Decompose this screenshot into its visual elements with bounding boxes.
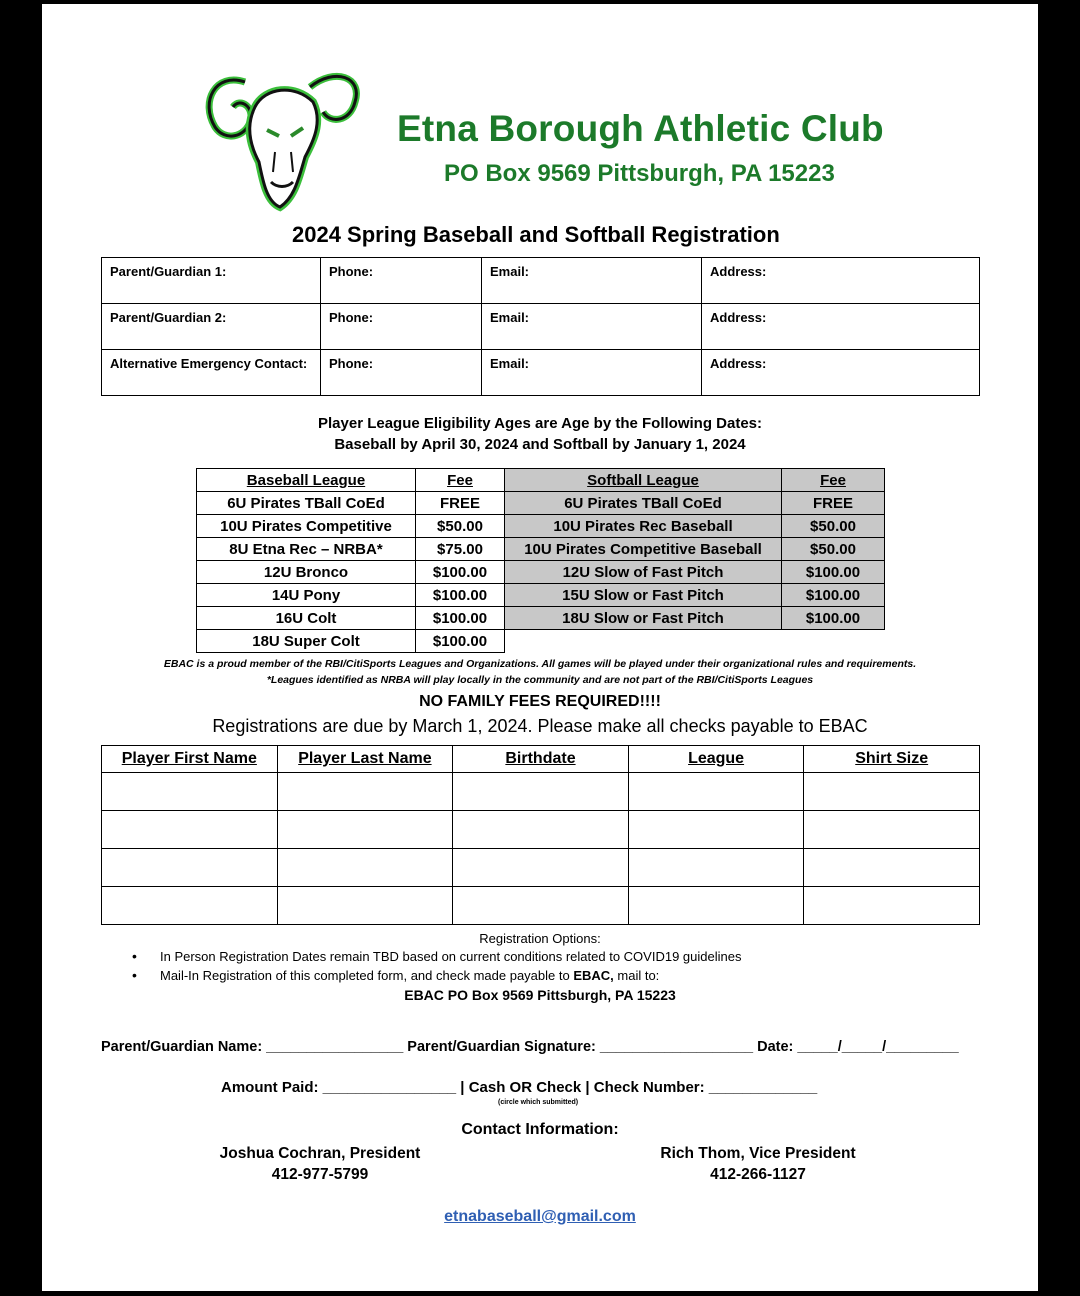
softball-league: 15U Slow or Fast Pitch bbox=[505, 584, 782, 607]
payment-method-options[interactable]: Cash OR Check bbox=[468, 1079, 582, 1096]
league-field[interactable] bbox=[628, 773, 804, 811]
ram-head-logo-icon bbox=[195, 62, 367, 214]
baseball-fee: $100.00 bbox=[416, 607, 505, 630]
baseball-league: 12U Bronco bbox=[197, 561, 416, 584]
email-field[interactable]: Email: bbox=[482, 304, 702, 350]
softball-fee: FREE bbox=[782, 492, 885, 515]
league-field[interactable] bbox=[628, 887, 804, 925]
bullet-text: Mail-In Registration of this completed form, and check made payable to bbox=[160, 968, 574, 983]
header-last-name: Player Last Name bbox=[277, 746, 453, 773]
header-shirt-size: Shirt Size bbox=[804, 746, 980, 773]
player-row bbox=[102, 887, 980, 925]
baseball-fee: $50.00 bbox=[416, 515, 505, 538]
header-softball-league: Softball League bbox=[505, 469, 782, 492]
baseball-league: 14U Pony bbox=[197, 584, 416, 607]
org-name: Etna Borough Athletic Club bbox=[397, 108, 884, 149]
contacts-table bbox=[101, 257, 980, 396]
phone-field[interactable]: Phone: bbox=[321, 258, 482, 304]
registration-form-page bbox=[42, 4, 1038, 1291]
phone-field[interactable]: Phone: bbox=[321, 304, 482, 350]
softball-fee: $100.00 bbox=[782, 607, 885, 630]
president-contact bbox=[190, 1143, 450, 1185]
player-first-name-field[interactable] bbox=[102, 849, 278, 887]
player-first-name-field[interactable] bbox=[102, 811, 278, 849]
players-table bbox=[101, 745, 980, 925]
player-row bbox=[102, 811, 980, 849]
guardian-signature-field[interactable]: Parent/Guardian Signature: ___________________ bbox=[403, 1039, 754, 1055]
org-address: PO Box 9569 Pittsburgh, PA 15223 bbox=[444, 160, 835, 187]
softball-fee: $100.00 bbox=[782, 584, 885, 607]
mail-address: EBAC PO Box 9569 Pittsburgh, PA 15223 bbox=[404, 987, 676, 1003]
baseball-league: 10U Pirates Competitive bbox=[197, 515, 416, 538]
player-last-name-field[interactable] bbox=[277, 773, 453, 811]
vice-president-contact bbox=[628, 1143, 888, 1185]
shirt-size-field[interactable] bbox=[804, 773, 980, 811]
list-item: • In Person Registration Dates remain TBD based on current conditions related to COVID19 guidelines bbox=[132, 949, 741, 968]
shirt-size-field[interactable] bbox=[804, 849, 980, 887]
president-phone: 412-977-5799 bbox=[271, 1166, 369, 1183]
softball-fee: $50.00 bbox=[782, 515, 885, 538]
softball-league: 10U Pirates Rec Baseball bbox=[505, 515, 782, 538]
due-date-note: Registrations are due by March 1, 2024. Please make all checks payable to EBAC bbox=[212, 716, 868, 736]
league-row bbox=[197, 492, 885, 515]
leagues-table bbox=[196, 468, 885, 653]
no-family-fees: NO FAMILY FEES REQUIRED!!!! bbox=[419, 693, 661, 710]
leagues-header-row bbox=[197, 469, 885, 492]
vice-president-phone: 412-266-1127 bbox=[710, 1166, 806, 1183]
league-row bbox=[197, 607, 885, 630]
baseball-fee: $100.00 bbox=[416, 630, 505, 653]
empty-cell bbox=[505, 630, 782, 653]
softball-fee: $50.00 bbox=[782, 538, 885, 561]
contact-label[interactable]: Parent/Guardian 2: bbox=[102, 304, 321, 350]
league-row bbox=[197, 561, 885, 584]
shirt-size-field[interactable] bbox=[804, 811, 980, 849]
header-baseball-fee: Fee bbox=[416, 469, 505, 492]
header-league: League bbox=[628, 746, 804, 773]
softball-league: 12U Slow of Fast Pitch bbox=[505, 561, 782, 584]
contact-email-link[interactable]: etnabaseball@gmail.com bbox=[444, 1208, 636, 1225]
nrba-note: *Leagues identified as NRBA will play locally in the community and are not part of the RBI/CitiSports Leagues bbox=[266, 674, 814, 686]
president-name: Joshua Cochran, President bbox=[219, 1145, 421, 1162]
softball-fee: $100.00 bbox=[782, 561, 885, 584]
baseball-league: 18U Super Colt bbox=[197, 630, 416, 653]
contact-info-header: Contact Information: bbox=[461, 1121, 619, 1138]
baseball-league: 8U Etna Rec – NRBA* bbox=[197, 538, 416, 561]
league-field[interactable] bbox=[628, 849, 804, 887]
birthdate-field[interactable] bbox=[453, 773, 629, 811]
header-first-name: Player First Name bbox=[102, 746, 278, 773]
empty-cell bbox=[782, 630, 885, 653]
bullet-text: mail to: bbox=[613, 968, 660, 983]
check-number-field[interactable]: Check Number: _____________ bbox=[593, 1079, 818, 1096]
player-row bbox=[102, 773, 980, 811]
email-field[interactable]: Email: bbox=[482, 258, 702, 304]
circle-note: (circle which submitted) bbox=[498, 1099, 579, 1106]
contact-row bbox=[102, 304, 980, 350]
header-baseball-league: Baseball League bbox=[197, 469, 416, 492]
payment-line bbox=[221, 1079, 817, 1096]
eligibility-line-2: Baseball by April 30, 2024 and Softball by January 1, 2024 bbox=[334, 436, 746, 453]
signature-line bbox=[101, 1039, 959, 1055]
player-last-name-field[interactable] bbox=[277, 887, 453, 925]
league-row bbox=[197, 515, 885, 538]
player-last-name-field[interactable] bbox=[277, 811, 453, 849]
player-last-name-field[interactable] bbox=[277, 849, 453, 887]
vice-president-name: Rich Thom, Vice President bbox=[660, 1145, 856, 1162]
player-first-name-field[interactable] bbox=[102, 887, 278, 925]
league-row bbox=[197, 630, 885, 653]
league-row bbox=[197, 538, 885, 561]
contact-label[interactable]: Parent/Guardian 1: bbox=[102, 258, 321, 304]
form-title: 2024 Spring Baseball and Softball Registration bbox=[292, 222, 780, 247]
contact-label[interactable]: Alternative Emergency Contact: bbox=[102, 350, 321, 396]
contact-row bbox=[102, 258, 980, 304]
header-softball-fee: Fee bbox=[782, 469, 885, 492]
baseball-fee: $100.00 bbox=[416, 584, 505, 607]
registration-options-list bbox=[132, 949, 741, 987]
baseball-league: 16U Colt bbox=[197, 607, 416, 630]
separator: | bbox=[456, 1079, 469, 1096]
address-field[interactable]: Address: bbox=[702, 304, 980, 350]
separator: | bbox=[581, 1079, 594, 1096]
birthdate-field[interactable] bbox=[453, 887, 629, 925]
softball-league: 18U Slow or Fast Pitch bbox=[505, 607, 782, 630]
guardian-name-field[interactable]: Parent/Guardian Name: _________________ bbox=[101, 1039, 404, 1055]
header-birthdate: Birthdate bbox=[453, 746, 629, 773]
birthdate-field[interactable] bbox=[453, 849, 629, 887]
baseball-league: 6U Pirates TBall CoEd bbox=[197, 492, 416, 515]
player-row bbox=[102, 849, 980, 887]
list-item bbox=[132, 968, 741, 987]
address-field[interactable]: Address: bbox=[702, 350, 980, 396]
player-first-name-field[interactable] bbox=[102, 773, 278, 811]
league-field[interactable] bbox=[628, 811, 804, 849]
players-header-row bbox=[102, 746, 980, 773]
address-field[interactable]: Address: bbox=[702, 258, 980, 304]
bullet-bold-text: EBAC, bbox=[573, 968, 614, 983]
baseball-fee: $100.00 bbox=[416, 561, 505, 584]
membership-note: EBAC is a proud member of the RBI/CitiSports Leagues and Organizations. All games will be played under their organizational rules and requirements. bbox=[163, 658, 917, 670]
amount-paid-field[interactable]: Amount Paid: ________________ bbox=[221, 1079, 457, 1096]
eligibility-line-1: Player League Eligibility Ages are Age by the Following Dates: bbox=[318, 415, 762, 432]
registration-options-title: Registration Options: bbox=[479, 931, 601, 946]
softball-league: 6U Pirates TBall CoEd bbox=[505, 492, 782, 515]
phone-field[interactable]: Phone: bbox=[321, 350, 482, 396]
baseball-fee: FREE bbox=[416, 492, 505, 515]
league-row bbox=[197, 584, 885, 607]
date-field[interactable]: Date: _____/_____/_________ bbox=[753, 1039, 959, 1055]
email-field[interactable]: Email: bbox=[482, 350, 702, 396]
baseball-fee: $75.00 bbox=[416, 538, 505, 561]
birthdate-field[interactable] bbox=[453, 811, 629, 849]
shirt-size-field[interactable] bbox=[804, 887, 980, 925]
contact-row bbox=[102, 350, 980, 396]
softball-league: 10U Pirates Competitive Baseball bbox=[505, 538, 782, 561]
